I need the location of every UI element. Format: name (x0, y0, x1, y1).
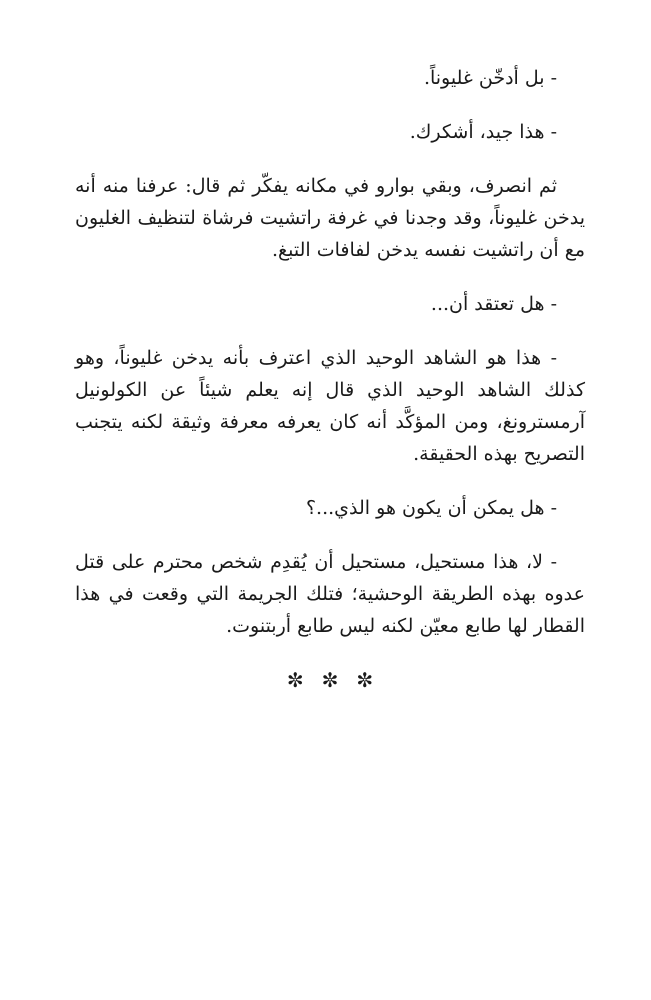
page-text (75, 62, 585, 696)
dialogue-line: - بل أدخّن غليوناً. (423, 67, 557, 89)
section-separator: ✼✼✼ (286, 668, 392, 692)
dialogue-paragraph: - لا، هذا مستحيل، مستحيل أن يُقدِم شخص محترم على قتل عدوه بهذه الطريقة الوحشية؛ فتلك الجريمة التي وقعت في هذا القطار لها طابع معيّن لكنه ليس طابع أربتنوت. (75, 551, 585, 637)
dialogue-line: - هل يمكن أن يكون هو الذي...؟ (305, 497, 557, 519)
narration-paragraph: ثم انصرف، وبقي بوارو في مكانه يفكّر ثم قال: عرفنا منه أنه يدخن غليوناً، وقد وجدنا في غرفة راتشيت فرشاة لتنظيف الغليون مع أن راتشيت نفسه يدخن لفافات التبغ. (75, 175, 585, 261)
dialogue-line: - هذا جيد، أشكرك. (409, 121, 557, 143)
dialogue-paragraph: - هذا هو الشاهد الوحيد الذي اعترف بأنه يدخن غليوناً، وهو كذلك الشاهد الوحيد الذي قال إنه يعلم شيئاً عن الكولونيل آرمسترونغ، ومن المؤكَّد أنه كان يعرفه معرفة وثيقة لكنه يتجنب التصريح بهذه الحقيقة. (75, 347, 585, 465)
dialogue-line: - هل تعتقد أن... (430, 293, 557, 315)
